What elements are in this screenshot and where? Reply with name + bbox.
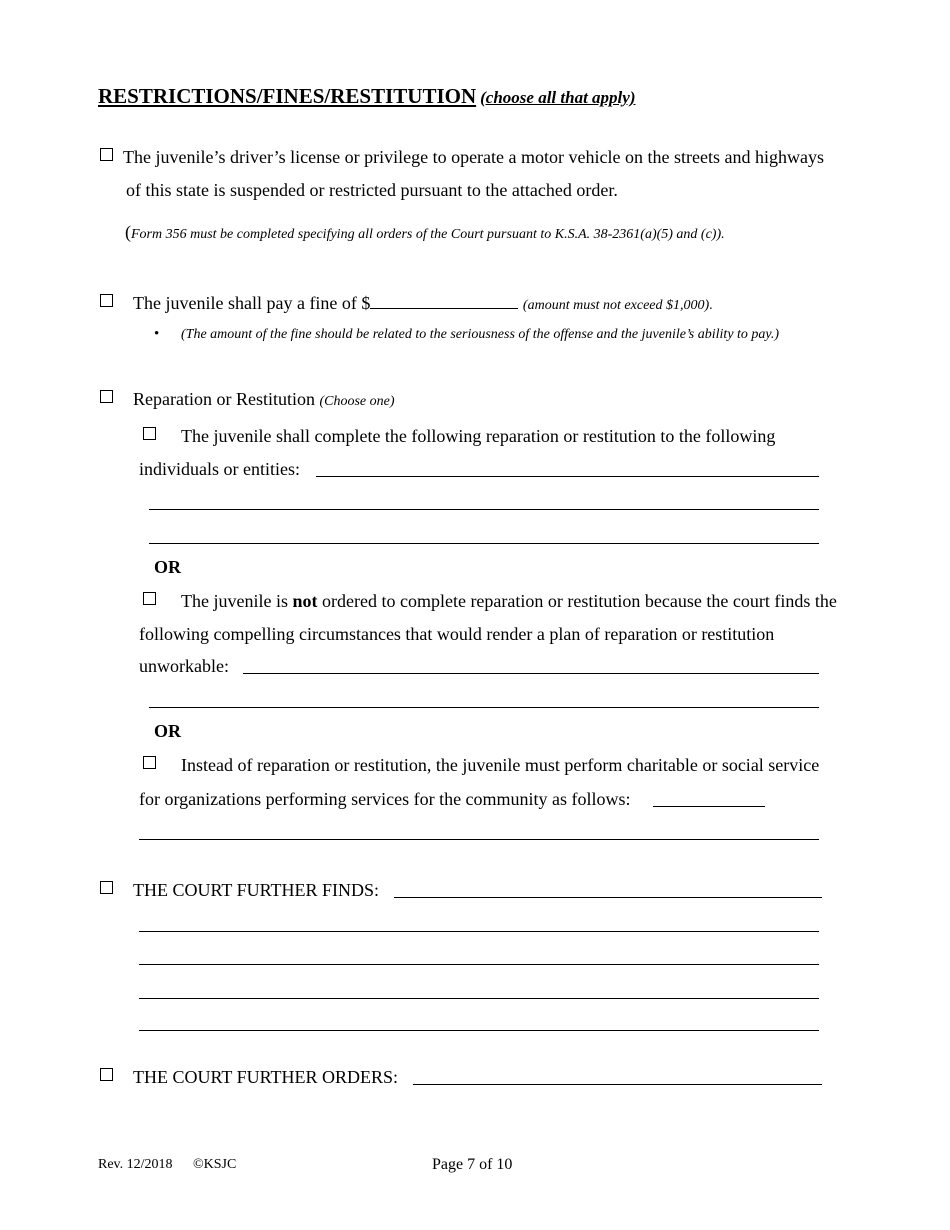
license-note-text: Form 356 must be completed specifying all orders of the Court pursuant to K.S.A. 38-2361(a)(5) and (c)). (131, 227, 725, 242)
finds-label: THE COURT FURTHER FINDS: (133, 880, 380, 900)
finds-blank-2[interactable] (139, 931, 819, 932)
orders-blank-1[interactable] (413, 1084, 822, 1085)
section-subtitle: (choose all that apply) (480, 88, 636, 107)
footer-page-number: Page 7 of 10 (432, 1156, 513, 1173)
license-text-line1: The juvenile’s driver’s license or privilege to operate a motor vehicle on the streets and highways (123, 147, 824, 167)
section-title: RESTRICTIONS/FINES/RESTITUTION (98, 84, 477, 108)
restitution-option2-pre: The juvenile is (181, 591, 288, 611)
fine-row (133, 292, 713, 317)
restitution-option3-blank-2[interactable] (139, 839, 819, 840)
license-checkbox[interactable] (100, 148, 113, 161)
license-note-paren: ( (125, 222, 131, 242)
restitution-choose-note: (Choose one) (319, 394, 395, 409)
restitution-option2-line2: following compelling circumstances that would render a plan of reparation or restitution (139, 624, 775, 644)
restitution-option1-blank-2[interactable] (149, 509, 819, 510)
restitution-option1-blank-1[interactable] (316, 476, 819, 477)
fine-period: . (709, 298, 713, 313)
fine-bullet-note: (The amount of the fine should be related to the seriousness of the offense and the juvenile’s ability to pay.) (181, 327, 780, 342)
fine-label: The juvenile shall pay a fine of $ (133, 293, 371, 313)
fine-checkbox[interactable] (100, 294, 113, 307)
restitution-option3-blank-1[interactable] (653, 806, 765, 807)
section-heading (98, 84, 635, 109)
or-label-2: OR (154, 721, 181, 741)
finds-blank-4[interactable] (139, 998, 819, 999)
restitution-option2-line1 (181, 590, 837, 612)
restitution-option2-blank-1[interactable] (243, 673, 819, 674)
restitution-option3-checkbox[interactable] (143, 756, 156, 769)
or-label-1: OR (154, 557, 181, 577)
restitution-option3-line1: Instead of reparation or restitution, the juvenile must perform charitable or social service (181, 755, 820, 775)
license-text-line2: of this state is suspended or restricted pursuant to the attached order. (126, 180, 618, 200)
restitution-option1-line1: The juvenile shall complete the following reparation or restitution to the following (181, 426, 776, 446)
restitution-option2-line3: unworkable: (139, 656, 229, 676)
restitution-option2-blank-2[interactable] (149, 707, 819, 708)
orders-checkbox[interactable] (100, 1068, 113, 1081)
license-note (125, 222, 725, 243)
finds-checkbox[interactable] (100, 881, 113, 894)
footer-copyright: ©KSJC (193, 1157, 237, 1172)
finds-blank-5[interactable] (139, 1030, 819, 1031)
finds-blank-3[interactable] (139, 964, 819, 965)
orders-label: THE COURT FURTHER ORDERS: (133, 1067, 399, 1087)
footer-revision: Rev. 12/2018 (98, 1157, 173, 1172)
restitution-option1-blank-3[interactable] (149, 543, 819, 544)
fine-amount-field[interactable] (370, 292, 518, 309)
restitution-heading (133, 388, 395, 413)
restitution-option2-post: ordered to complete reparation or restitution because the court finds the (322, 591, 837, 611)
restitution-option2-checkbox[interactable] (143, 592, 156, 605)
restitution-option2-not: not (292, 591, 318, 611)
fine-bullet: • (154, 326, 160, 342)
restitution-option1-line2: individuals or entities: (139, 459, 300, 479)
fine-limit-note: (amount must not exceed $1,000) (522, 298, 710, 313)
restitution-option1-checkbox[interactable] (143, 427, 156, 440)
restitution-option3-line2: for organizations performing services for the community as follows: (139, 789, 631, 809)
restitution-checkbox[interactable] (100, 390, 113, 403)
restitution-label: Reparation or Restitution (133, 389, 315, 409)
finds-blank-1[interactable] (394, 897, 822, 898)
